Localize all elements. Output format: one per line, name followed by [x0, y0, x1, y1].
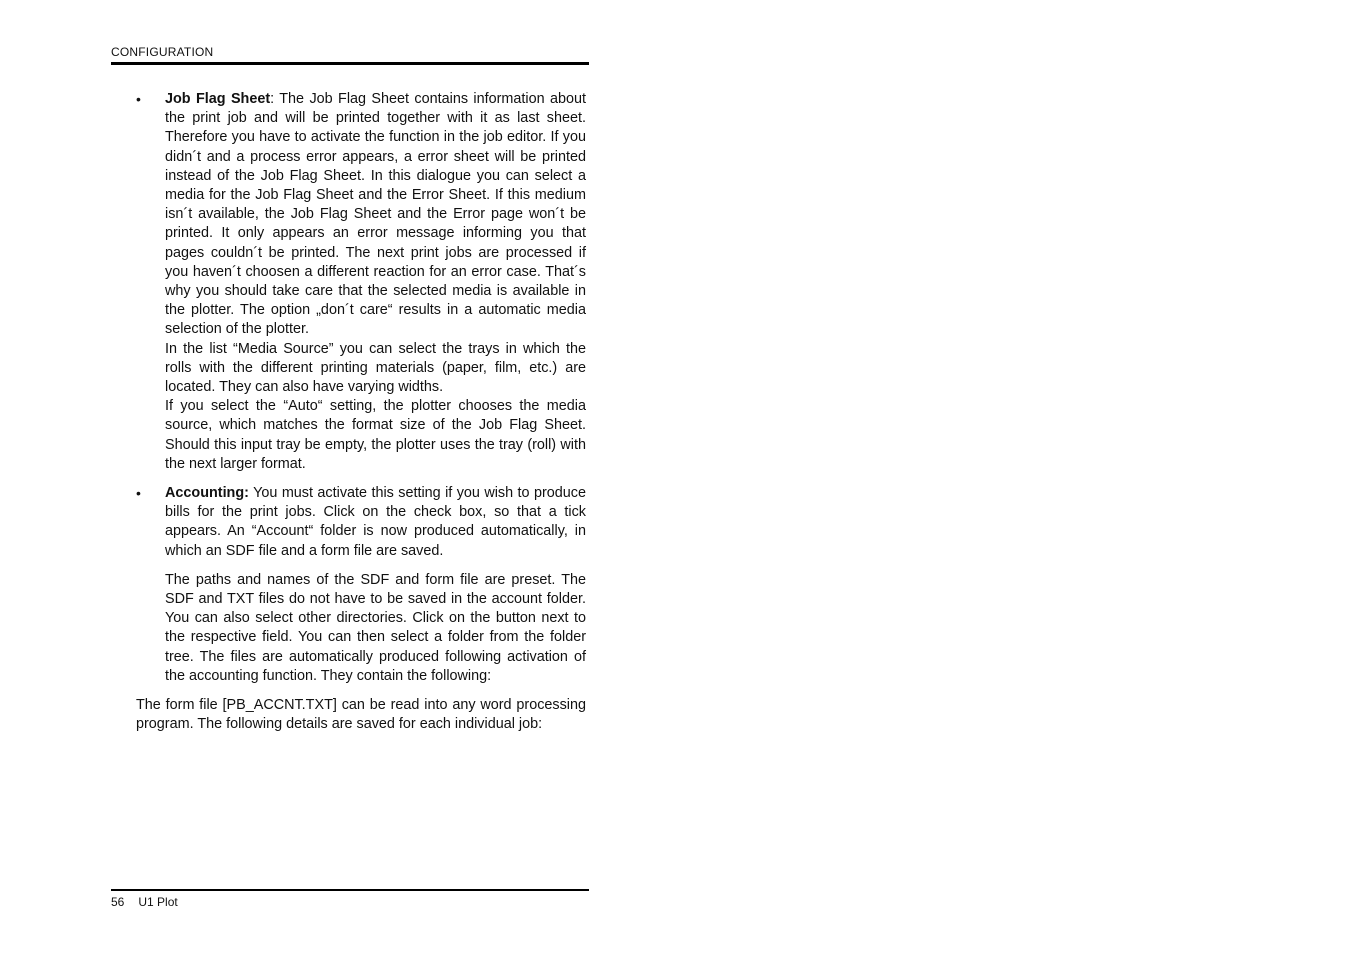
product-name: U1 Plot	[138, 895, 178, 909]
job-flag-sheet-paragraph	[165, 90, 586, 340]
job-flag-sheet-item	[136, 90, 586, 474]
page-number: 56	[111, 895, 125, 909]
footer-rule	[111, 889, 589, 891]
job-flag-sheet-intro: : The Job Flag Sheet contains information about the print job and will be printed together with it as last sheet. Therefore you have to activate the function in the job editor. If you didn´t and a process error appears, a error sheet will be printed instead of the Job Flag Sheet. In this dialogue you can select a media for the Job Flag Sheet and the Error Sheet. If this medium isn´t available, the Job Flag Sheet and the Error page won´t be printed. It only appears an error message informing you that pages couldn´t be printed. The next print jobs are processed if you haven´t choosen a different reaction for an error case. That´s why you should take care that the selected media is available in the plotter. The option „don´t care“ results in a automatic media selection of the plotter.	[165, 91, 586, 338]
spacer	[136, 474, 586, 484]
form-file-paragraph: The form file [PB_ACCNT.TXT] can be read into any word processing program. The following details are saved for each individual job:	[136, 697, 586, 733]
accounting-term: Accounting:	[165, 485, 249, 502]
bullet-icon: •	[136, 91, 141, 107]
accounting-paths-paragraph: The paths and names of the SDF and form file are preset. The SDF and TXT files do not have to be saved in the account folder. You can also select other directories. Click on the button next to the respective field. You can then select a folder from the folder tree. The files are automatically produced following activation of the accounting function. They contain the following:	[165, 571, 586, 684]
header-rule	[111, 62, 589, 65]
bullet-icon: •	[136, 485, 141, 502]
spacer	[136, 686, 586, 696]
section-title: CONFIGURATION	[111, 45, 214, 59]
accounting-intro: You must activate this setting if you wish to produce bills for the print jobs. Click on the check box, so that a tick appears. An “Account“ folder is now produced automatically, in which an SDF file and a form file are saved.	[165, 485, 586, 559]
page-footer	[111, 889, 589, 910]
spacer	[165, 561, 586, 571]
accounting-item	[136, 484, 586, 686]
accounting-paragraph	[165, 484, 586, 561]
manual-page	[111, 0, 589, 954]
footer-text	[111, 894, 589, 910]
media-source-paragraph: In the list “Media Source” you can select the trays in which the rolls with the different printing materials (paper, film, etc.) are located. They can also have varying widths.	[165, 340, 586, 396]
page-content	[136, 90, 586, 735]
job-flag-sheet-term: Job Flag Sheet	[165, 91, 271, 107]
page-header	[111, 44, 589, 65]
auto-setting-paragraph: If you select the “Auto“ setting, the plotter chooses the media source, which matches the format size of the Job Flag Sheet. Should this input tray be empty, the plotter uses the tray (roll) with the next larger format.	[165, 398, 586, 472]
